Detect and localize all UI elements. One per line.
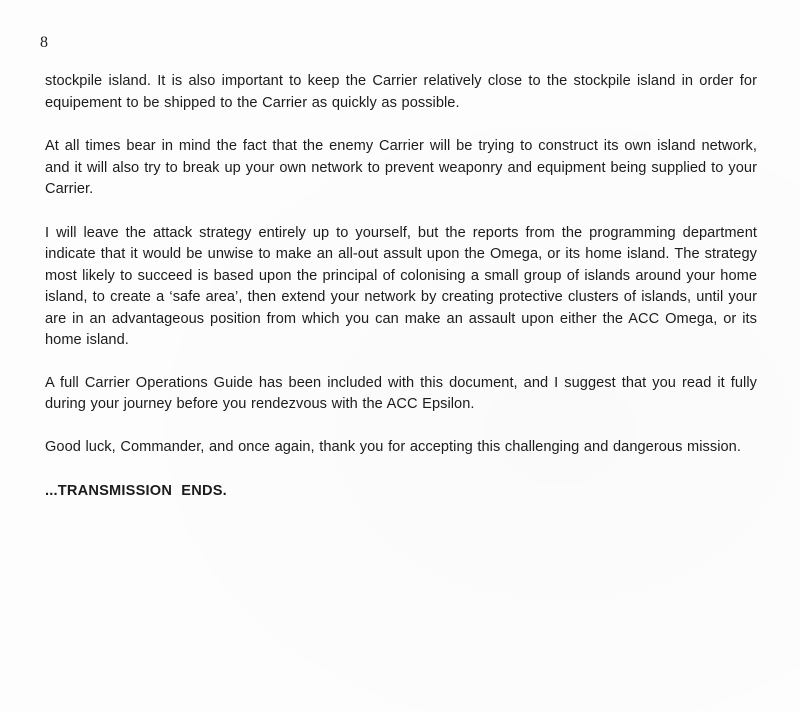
paragraph-good-luck: Good luck, Commander, and once again, thank you for accepting this challenging and dangerous mission. [45, 438, 741, 455]
page-number: 8 [40, 34, 48, 51]
document-body [45, 71, 757, 502]
paragraph-stockpile: stockpile island. It is also important to keep the Carrier relatively close to the stockpile island in order for equipement to be shipped to the Carrier as quickly as possible. [45, 73, 757, 111]
paragraph-enemy-carrier: At all times bear in mind the fact that the enemy Carrier will be trying to construct its own island network, and it will also try to break up your own network to prevent weaponry and equipment being supplied to your Carrier. [45, 138, 757, 197]
paragraph-attack-strategy: I will leave the attack strategy entirely up to yourself, but the reports from the programming department indicate that it would be unwise to make an all-out assult upon the Omega, or its home island. The strategy most likely to succeed is based upon the principal of colonising a small group of islands around your home island, to create a ‘safe area’, then extend your network by creating protective clusters of islands, until your are in an advantageous position from which you can make an assault upon either the ACC Omega, or its home island. [45, 224, 757, 348]
transmission-ends: ...TRANSMISSION ENDS. [45, 483, 227, 499]
paragraph-operations-guide: A full Carrier Operations Guide has been included with this document, and I suggest that you read it fully during your journey before you rendezvous with the ACC Epsilon. [45, 374, 757, 412]
